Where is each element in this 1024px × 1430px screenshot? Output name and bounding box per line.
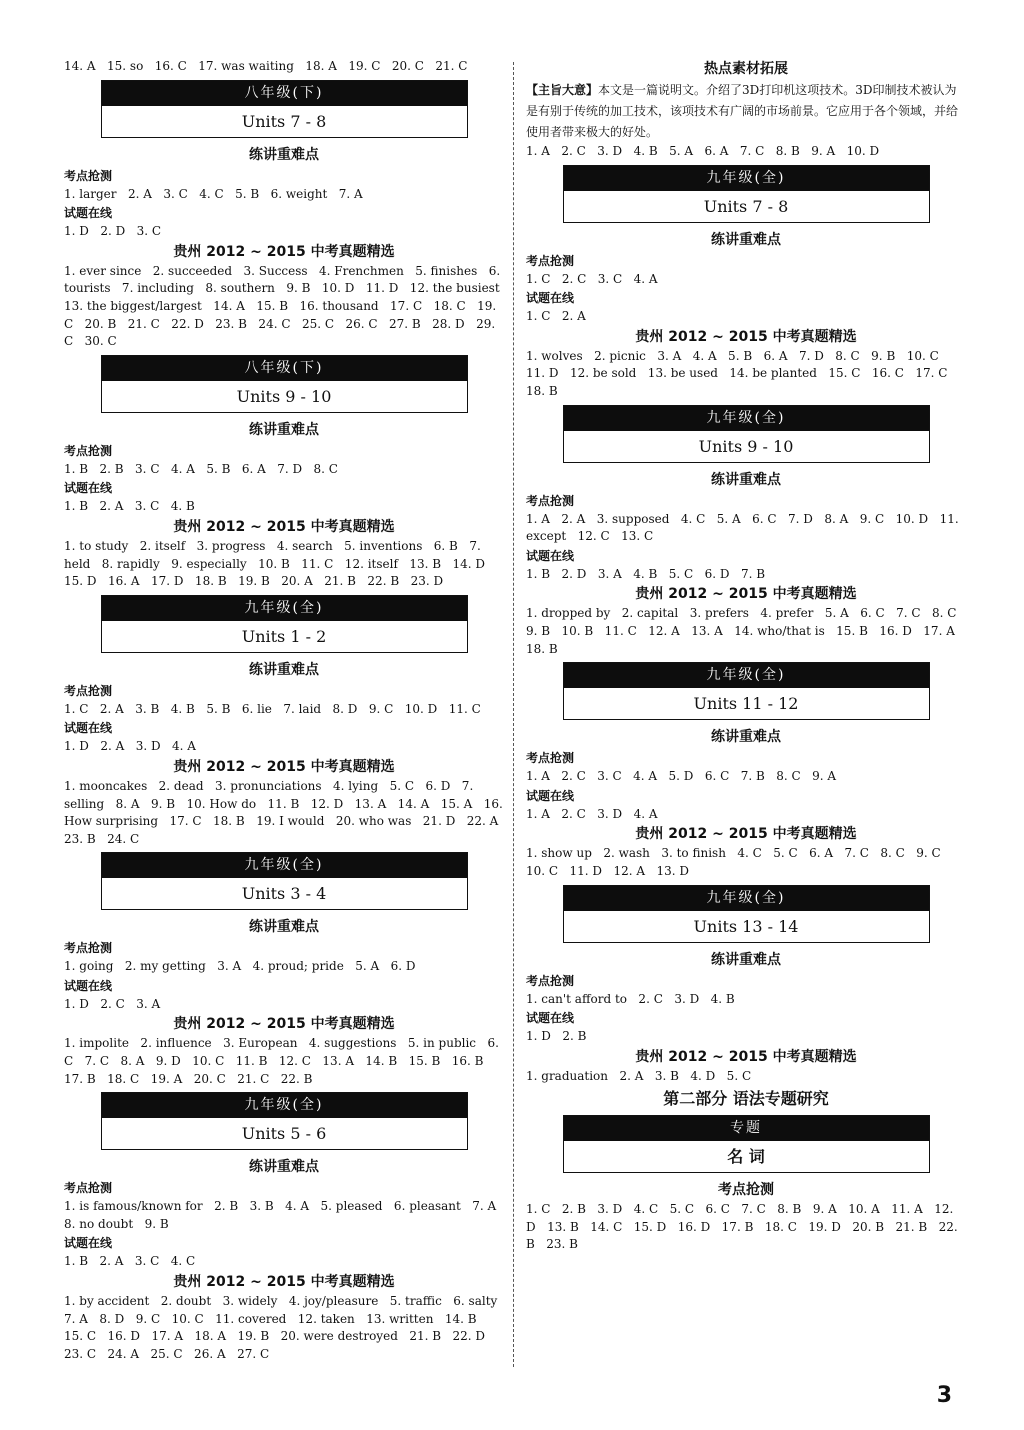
units-label: Units 13 - 14 xyxy=(564,911,929,942)
shiti-label: 试题在线 xyxy=(64,721,113,736)
shiti-answers: 1. D 2. C 3. A xyxy=(64,996,161,1011)
unit-header-box xyxy=(101,80,468,138)
grade-label: 九年级(全) xyxy=(102,596,467,621)
shiti-answers: 1. B 2. A 3. C 4. B xyxy=(64,499,195,514)
kaodian-label: 考点抢测 xyxy=(64,443,113,458)
hot-material-heading: 热点素材拓展 xyxy=(704,61,788,77)
exam-answers: 1. to study 2. itself 3. progress 4. search 5. inventions 6. B 7. held 8. rapidly 9. especially 10. B 11. C 12. itself 13. B 14. D 15. D 16. A 17. D 18. B 19. B 20. A 21. B 22. B 23. D xyxy=(64,538,497,589)
kaodian-answers: 1. is famous/known for 2. B 3. B 4. A 5. pleased 6. pleasant 7. A 8. no doubt 9. B xyxy=(64,1199,508,1231)
exam-answers: 1. mooncakes 2. dead 3. pronunciations 4. lying 5. C 6. D 7. selling 8. A 9. B 10. How do 11. B 12. D 13. A 14. A 15. A 16. How surprising 17. C 18. B 19. I would 20. who was 21. D 22. A 23. B 24. C xyxy=(64,778,510,846)
main-idea-paragraph xyxy=(526,80,966,143)
exam-heading: 贵州 2012 ~ 2015 中考真题精选 xyxy=(173,518,395,535)
column-divider xyxy=(513,62,514,1367)
units-label: Units 9 - 10 xyxy=(102,381,467,412)
exam-heading: 贵州 2012 ~ 2015 中考真题精选 xyxy=(635,826,857,843)
practice-heading: 练讲重难点 xyxy=(711,729,781,746)
unit-header-box xyxy=(101,595,468,653)
unit-section xyxy=(64,355,504,591)
shiti-answers: 1. B 2. D 3. A 4. B 5. C 6. D 7. B xyxy=(526,566,766,581)
exam-heading: 贵州 2012 ~ 2015 中考真题精选 xyxy=(173,1016,395,1033)
kaodian-answers: 1. C 2. C 3. C 4. A xyxy=(526,271,658,286)
unit-header-box xyxy=(563,165,930,223)
page-number: 3 xyxy=(936,1383,952,1408)
main-idea-text: 本文是一篇说明文。介绍了3D打印机这项技术。3D印制技术被认为是有别于传统的加工技术，该项技术有广阔的市场前景。它应用于各个领域，并给使用者带来极大的好处。 xyxy=(526,83,959,139)
grade-label: 九年级(全) xyxy=(102,853,467,878)
unit-header-box xyxy=(563,885,930,943)
exam-answers: 1. ever since 2. succeeded 3. Success 4. Frenchmen 5. finishes 6. tourists 7. including 8. southern 9. B 10. D 11. D 12. the busiest 13. the biggest/largest 14. A 15. B 16. thousand 17. C 18. C 19. C 20. B 21. C 22. D 23. B 24. C 25. C 26. C 27. B 28. D 29. C 30. C xyxy=(64,263,512,349)
unit-section xyxy=(64,595,510,849)
grade-label: 八年级(下) xyxy=(102,356,467,381)
kaodian-answers: 1. B 2. B 3. C 4. A 5. B 6. A 7. D 8. C xyxy=(64,461,338,476)
unit-header-box xyxy=(101,355,468,413)
shiti-label: 试题在线 xyxy=(526,1011,575,1026)
grade-label: 八年级(下) xyxy=(102,81,467,106)
kaodian-answers: 1. can't afford to 2. C 3. D 4. B xyxy=(526,991,735,1006)
exam-heading: 贵州 2012 ~ 2015 中考真题精选 xyxy=(635,1048,857,1065)
unit-header-box xyxy=(101,1092,468,1150)
units-label: Units 7 - 8 xyxy=(102,106,467,137)
exam-heading: 贵州 2012 ~ 2015 中考真题精选 xyxy=(635,328,857,345)
practice-heading: 练讲重难点 xyxy=(711,471,781,488)
units-label: Units 7 - 8 xyxy=(564,191,929,222)
exam-answers: 1. by accident 2. doubt 3. widely 4. joy/pleasure 5. traffic 6. salty 7. A 8. D 9. C 10. C 11. covered 12. taken 13. written 14. B 15. C 16. D 17. A 18. A 19. B 20. were destroyed 21. B 22. D 23. C 24. A 25. C 26. A 27. C xyxy=(64,1294,509,1361)
kaodian-label: 考点抢测 xyxy=(526,253,575,268)
exam-answers: 1. graduation 2. A 3. B 4. D 5. C xyxy=(526,1068,752,1083)
practice-heading: 练讲重难点 xyxy=(249,919,319,936)
kaodian-label: 考点抢测 xyxy=(64,168,113,183)
exam-answers: 1. wolves 2. picnic 3. A 4. A 5. B 6. A 7. D 8. C 9. B 10. C 11. D 12. be sold 13. be used 14. be planted 15. C 16. C 17. C 18. B xyxy=(526,348,959,398)
kaodian-answers: 1. going 2. my getting 3. A 4. proud; pride 5. A 6. D xyxy=(64,959,416,974)
unit-section xyxy=(526,165,966,401)
kaodian-answers: 1. A 2. A 3. supposed 4. C 5. A 6. C 7. D 8. A 9. C 10. D 11. except 12. C 13. C xyxy=(526,511,963,544)
practice-heading: 练讲重难点 xyxy=(711,231,781,248)
left-top-answers: 14. A 15. so 16. C 17. was waiting 18. A 19. C 20. C 21. C xyxy=(64,59,468,73)
shiti-label: 试题在线 xyxy=(64,206,113,221)
kaodian-label: 考点抢测 xyxy=(64,683,113,698)
kaodian-answers: 1. C 2. A 3. B 4. B 5. B 6. lie 7. laid 8. D 9. C 10. D 11. C xyxy=(64,701,481,716)
exam-heading: 贵州 2012 ~ 2015 中考真题精选 xyxy=(173,243,395,260)
shiti-answers: 1. D 2. A 3. D 4. A xyxy=(64,739,196,754)
kaodian-label: 考点抢测 xyxy=(526,493,575,508)
shiti-answers: 1. A 2. C 3. D 4. A xyxy=(526,806,658,821)
hot-material-answers: 1. A 2. C 3. D 4. B 5. A 6. A 7. C 8. B 9. A 10. D xyxy=(526,144,880,158)
unit-header-box xyxy=(563,662,930,720)
practice-heading: 练讲重难点 xyxy=(711,951,781,968)
exam-answers: 1. impolite 2. influence 3. European 4. suggestions 5. in public 6. C 7. C 8. A 9. D 10. C 11. B 12. C 13. A 14. B 15. B 16. B 17. B 18. C 19. A 20. C 21. C 22. B xyxy=(64,1036,503,1086)
unit-header-box xyxy=(101,852,468,910)
unit-section xyxy=(64,1092,509,1363)
topic-label: 专题 xyxy=(564,1116,929,1141)
kaodian-label: 考点抢测 xyxy=(64,941,113,956)
exam-answers: 1. show up 2. wash 3. to finish 4. C 5. C 6. A 7. C 8. C 9. C 10. C 11. D 12. A 13. D xyxy=(526,846,953,878)
right-unit-sections xyxy=(526,165,966,1086)
unit-section xyxy=(526,405,966,659)
part-two-heading: 第二部分 语法专题研究 xyxy=(663,1089,829,1109)
shiti-label: 试题在线 xyxy=(526,291,575,306)
kaodian-answers: 1. A 2. C 3. C 4. A 5. D 6. C 7. B 8. C 9. A xyxy=(526,769,837,784)
practice-heading: 练讲重难点 xyxy=(249,421,319,438)
practice-heading: 练讲重难点 xyxy=(249,661,319,678)
grade-label: 九年级(全) xyxy=(564,406,929,431)
shiti-label: 试题在线 xyxy=(64,1236,113,1251)
exam-heading: 贵州 2012 ~ 2015 中考真题精选 xyxy=(635,586,857,603)
units-label: Units 9 - 10 xyxy=(564,431,929,462)
unit-header-box xyxy=(563,405,930,463)
kaodian-label: 考点抢测 xyxy=(526,751,575,766)
shiti-label: 试题在线 xyxy=(526,788,575,803)
kaodian-answers: 1. larger 2. A 3. C 4. C 5. B 6. weight 7. A xyxy=(64,186,363,201)
units-label: Units 3 - 4 xyxy=(102,878,467,909)
unit-section xyxy=(64,80,512,351)
grade-label: 九年级(全) xyxy=(564,663,929,688)
exam-heading: 贵州 2012 ~ 2015 中考真题精选 xyxy=(173,758,395,775)
shiti-answers: 1. D 2. D 3. C xyxy=(64,224,162,239)
left-column xyxy=(64,58,512,1363)
exam-answers: 1. dropped by 2. capital 3. prefers 4. prefer 5. A 6. C 7. C 8. C 9. B 10. B 11. C 12. A 13. A 14. who/that is 15. B 16. D 17. A 18. B xyxy=(526,606,968,656)
grade-label: 九年级(全) xyxy=(564,886,929,911)
unit-section xyxy=(526,885,966,1086)
unit-section xyxy=(64,852,504,1088)
grade-label: 九年级(全) xyxy=(102,1093,467,1118)
shiti-label: 试题在线 xyxy=(64,978,113,993)
units-label: Units 5 - 6 xyxy=(102,1118,467,1149)
shiti-label: 试题在线 xyxy=(526,548,575,563)
main-idea-tag: 【主旨大意】 xyxy=(526,83,599,97)
topic-name: 名 词 xyxy=(564,1141,929,1172)
topic-answers: 1. C 2. B 3. D 4. C 5. C 6. C 7. C 8. B 9. A 10. A 11. A 12. D 13. B 14. C 15. D 16. D 17. B 18. C 19. D 20. B 21. B 22. B 23. B xyxy=(526,1202,962,1252)
grade-label: 九年级(全) xyxy=(564,166,929,191)
right-column xyxy=(526,58,966,1254)
exam-heading: 贵州 2012 ~ 2015 中考真题精选 xyxy=(173,1274,395,1291)
kaodian-label: 考点抢测 xyxy=(64,1181,113,1196)
practice-heading: 练讲重难点 xyxy=(249,1159,319,1176)
shiti-answers: 1. B 2. A 3. C 4. C xyxy=(64,1254,196,1269)
shiti-label: 试题在线 xyxy=(64,481,113,496)
shiti-answers: 1. D 2. B xyxy=(526,1029,587,1044)
unit-section xyxy=(526,662,966,880)
shiti-answers: 1. C 2. A xyxy=(526,309,586,324)
units-label: Units 11 - 12 xyxy=(564,688,929,719)
topic-box xyxy=(563,1115,930,1173)
units-label: Units 1 - 2 xyxy=(102,621,467,652)
practice-heading: 练讲重难点 xyxy=(249,146,319,163)
kaodian-label: 考点抢测 xyxy=(526,973,575,988)
topic-kaodian-heading: 考点抢测 xyxy=(718,1182,774,1199)
